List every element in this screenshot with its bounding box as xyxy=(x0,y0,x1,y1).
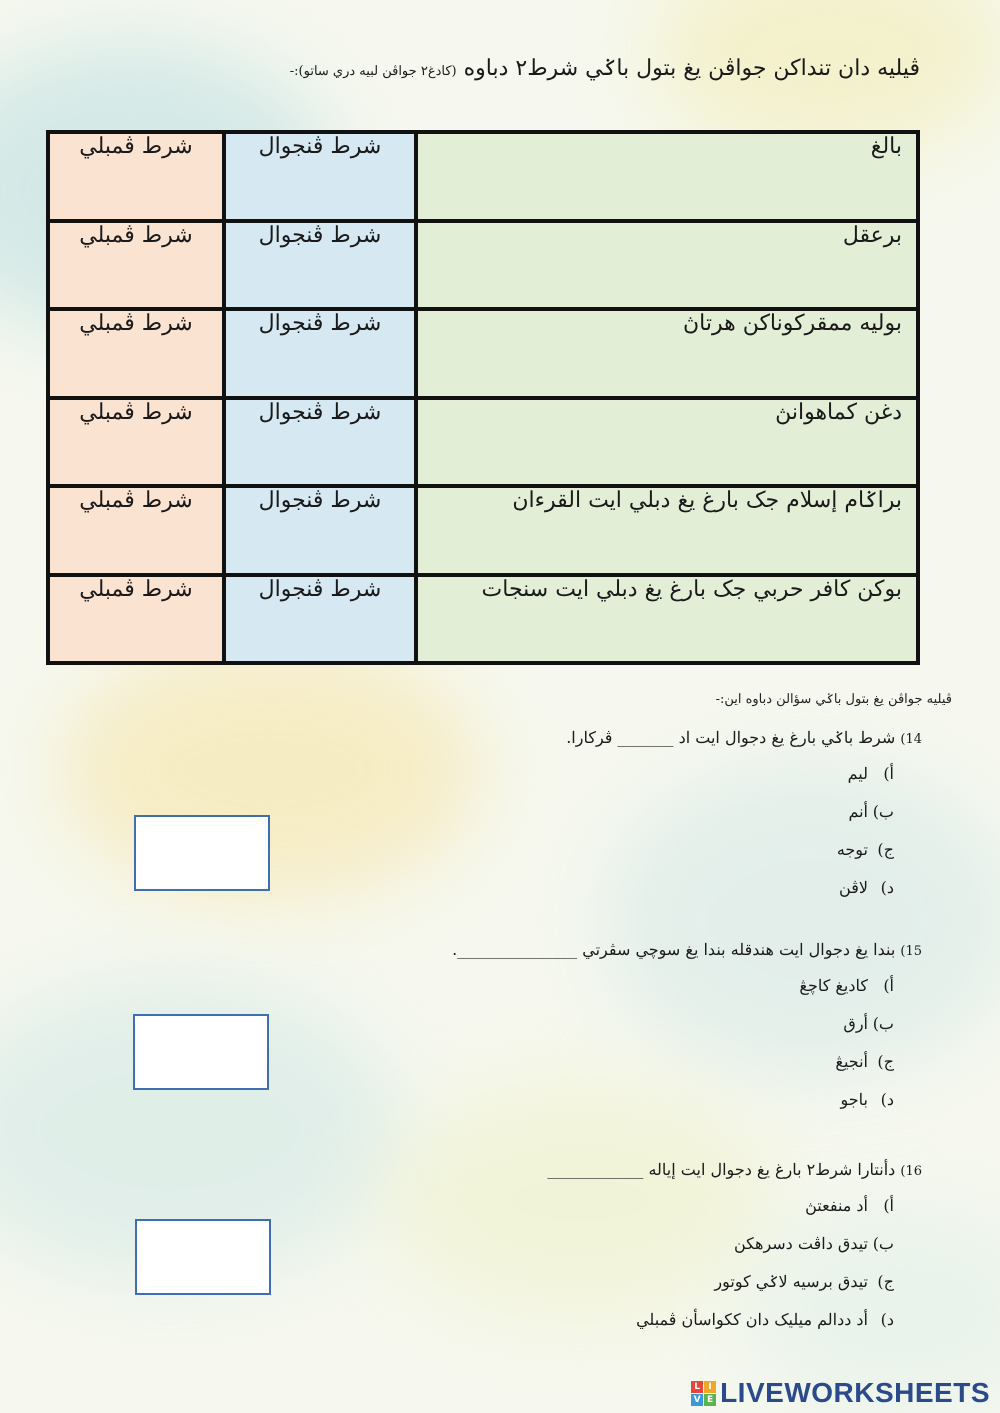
option-buyer-condition[interactable]: شرط ڤمبلي xyxy=(48,486,224,575)
answer-option xyxy=(547,1225,894,1263)
option-text: تيدق برسيه لاݢي کوتور xyxy=(714,1272,868,1291)
question-line xyxy=(566,728,922,747)
option-seller-condition[interactable]: شرط ڤنجوال xyxy=(224,398,416,487)
option-label: ب) xyxy=(872,1014,894,1033)
option-text: لاڤن xyxy=(839,878,868,897)
option-label: ج) xyxy=(877,840,894,859)
answer-option xyxy=(452,1081,894,1119)
option-text: أد منفعتڽ xyxy=(805,1196,868,1215)
answer-box-q14[interactable] xyxy=(134,815,270,891)
answer-option xyxy=(452,1005,894,1043)
logo-mark-icon: L I V E xyxy=(691,1381,716,1406)
answer-option xyxy=(566,869,894,907)
answer-box-q16[interactable] xyxy=(135,1219,271,1295)
condition-row xyxy=(48,575,918,664)
option-label: د) xyxy=(880,1090,894,1109)
question-text: دأنتارا شرط٢ بارغ يغ دجوال ايت إياله ____________ xyxy=(547,1160,896,1179)
option-seller-condition[interactable]: شرط ڤنجوال xyxy=(224,486,416,575)
condition-statement: بوليه ممقرکوناکن هرتاڽ xyxy=(416,309,918,398)
answer-option xyxy=(566,831,894,869)
logo-wordmark: LIVEWORKSHEETS xyxy=(720,1377,990,1408)
answer-option xyxy=(452,1043,894,1081)
option-text: باجو xyxy=(840,1090,868,1109)
option-label: ج) xyxy=(877,1272,894,1291)
option-buyer-condition[interactable]: شرط ڤمبلي xyxy=(48,575,224,664)
option-text: ليم xyxy=(847,764,868,783)
answer-option xyxy=(452,967,894,1005)
question-block xyxy=(547,1160,922,1339)
worksheet-heading xyxy=(60,56,920,81)
condition-row xyxy=(48,132,918,221)
mcq-instruction: ڤيليه جواڤن يغ بتول باݢي سؤالن دباوه اين:- xyxy=(715,692,952,707)
answer-box-q15[interactable] xyxy=(133,1014,269,1090)
question-line xyxy=(547,1160,922,1179)
option-buyer-condition[interactable]: شرط ڤمبلي xyxy=(48,132,224,221)
condition-statement: بالغ xyxy=(416,132,918,221)
option-seller-condition[interactable]: شرط ڤنجوال xyxy=(224,309,416,398)
option-buyer-condition[interactable]: شرط ڤمبلي xyxy=(48,398,224,487)
answer-option xyxy=(547,1187,894,1225)
question-block xyxy=(452,940,922,1119)
option-text: أد ددالم ميليک دان ککواسأن ڤمبلي xyxy=(636,1310,868,1329)
question-line xyxy=(452,940,922,959)
option-seller-condition[interactable]: شرط ڤنجوال xyxy=(224,575,416,664)
option-text: توجه xyxy=(836,840,868,859)
conditions-table xyxy=(46,130,920,665)
condition-statement: دغن کماهوانڽ xyxy=(416,398,918,487)
option-label: أ) xyxy=(883,1196,894,1215)
condition-row xyxy=(48,309,918,398)
option-label: ب) xyxy=(872,1234,894,1253)
option-buyer-condition[interactable]: شرط ڤمبلي xyxy=(48,221,224,310)
option-text: أنم xyxy=(848,802,868,821)
condition-statement: براݢام إسلام جک بارغ يغ دبلي ايت القرءان xyxy=(416,486,918,575)
heading-text: ڤيليه دان تنداکن جواڤن يغ بتول باݢي شرط٢ دباوه xyxy=(463,56,920,81)
option-text: أرق xyxy=(843,1014,868,1033)
option-text: تيدق داڤت دسرهکن xyxy=(733,1234,868,1253)
question-number: 16) xyxy=(900,1164,922,1179)
heading-note: (کادغ٢ جواڤن لبيه دري ساتو):- xyxy=(289,64,457,79)
liveworksheets-logo xyxy=(691,1378,990,1408)
option-label: أ) xyxy=(883,764,894,783)
question-text: بندا يغ دجوال ايت هندقله بندا يغ سوچي سڤرتي _______________. xyxy=(452,940,896,959)
option-buyer-condition[interactable]: شرط ڤمبلي xyxy=(48,309,224,398)
answer-option xyxy=(547,1263,894,1301)
question-number: 15) xyxy=(900,944,922,959)
option-seller-condition[interactable]: شرط ڤنجوال xyxy=(224,132,416,221)
condition-statement: بوکن کافر حربي جک بارغ يغ دبلي ايت سنجات xyxy=(416,575,918,664)
condition-row xyxy=(48,221,918,310)
answer-option xyxy=(547,1301,894,1339)
option-text: أنجيڠ xyxy=(835,1052,868,1071)
option-label: د) xyxy=(880,1310,894,1329)
option-label: ج) xyxy=(877,1052,894,1071)
question-number: 14) xyxy=(900,732,922,747)
condition-row xyxy=(48,398,918,487)
option-label: د) xyxy=(880,878,894,897)
question-block xyxy=(566,728,922,907)
condition-statement: برعقل xyxy=(416,221,918,310)
answer-option xyxy=(566,755,894,793)
answer-option xyxy=(566,793,894,831)
option-label: ب) xyxy=(872,802,894,821)
question-text: شرط باݢي بارغ يغ دجوال ايت اد _______ ڤرکارا. xyxy=(566,728,896,747)
option-label: أ) xyxy=(883,976,894,995)
option-text: کاديغ کاچڠ xyxy=(799,976,868,995)
option-seller-condition[interactable]: شرط ڤنجوال xyxy=(224,221,416,310)
condition-row xyxy=(48,486,918,575)
